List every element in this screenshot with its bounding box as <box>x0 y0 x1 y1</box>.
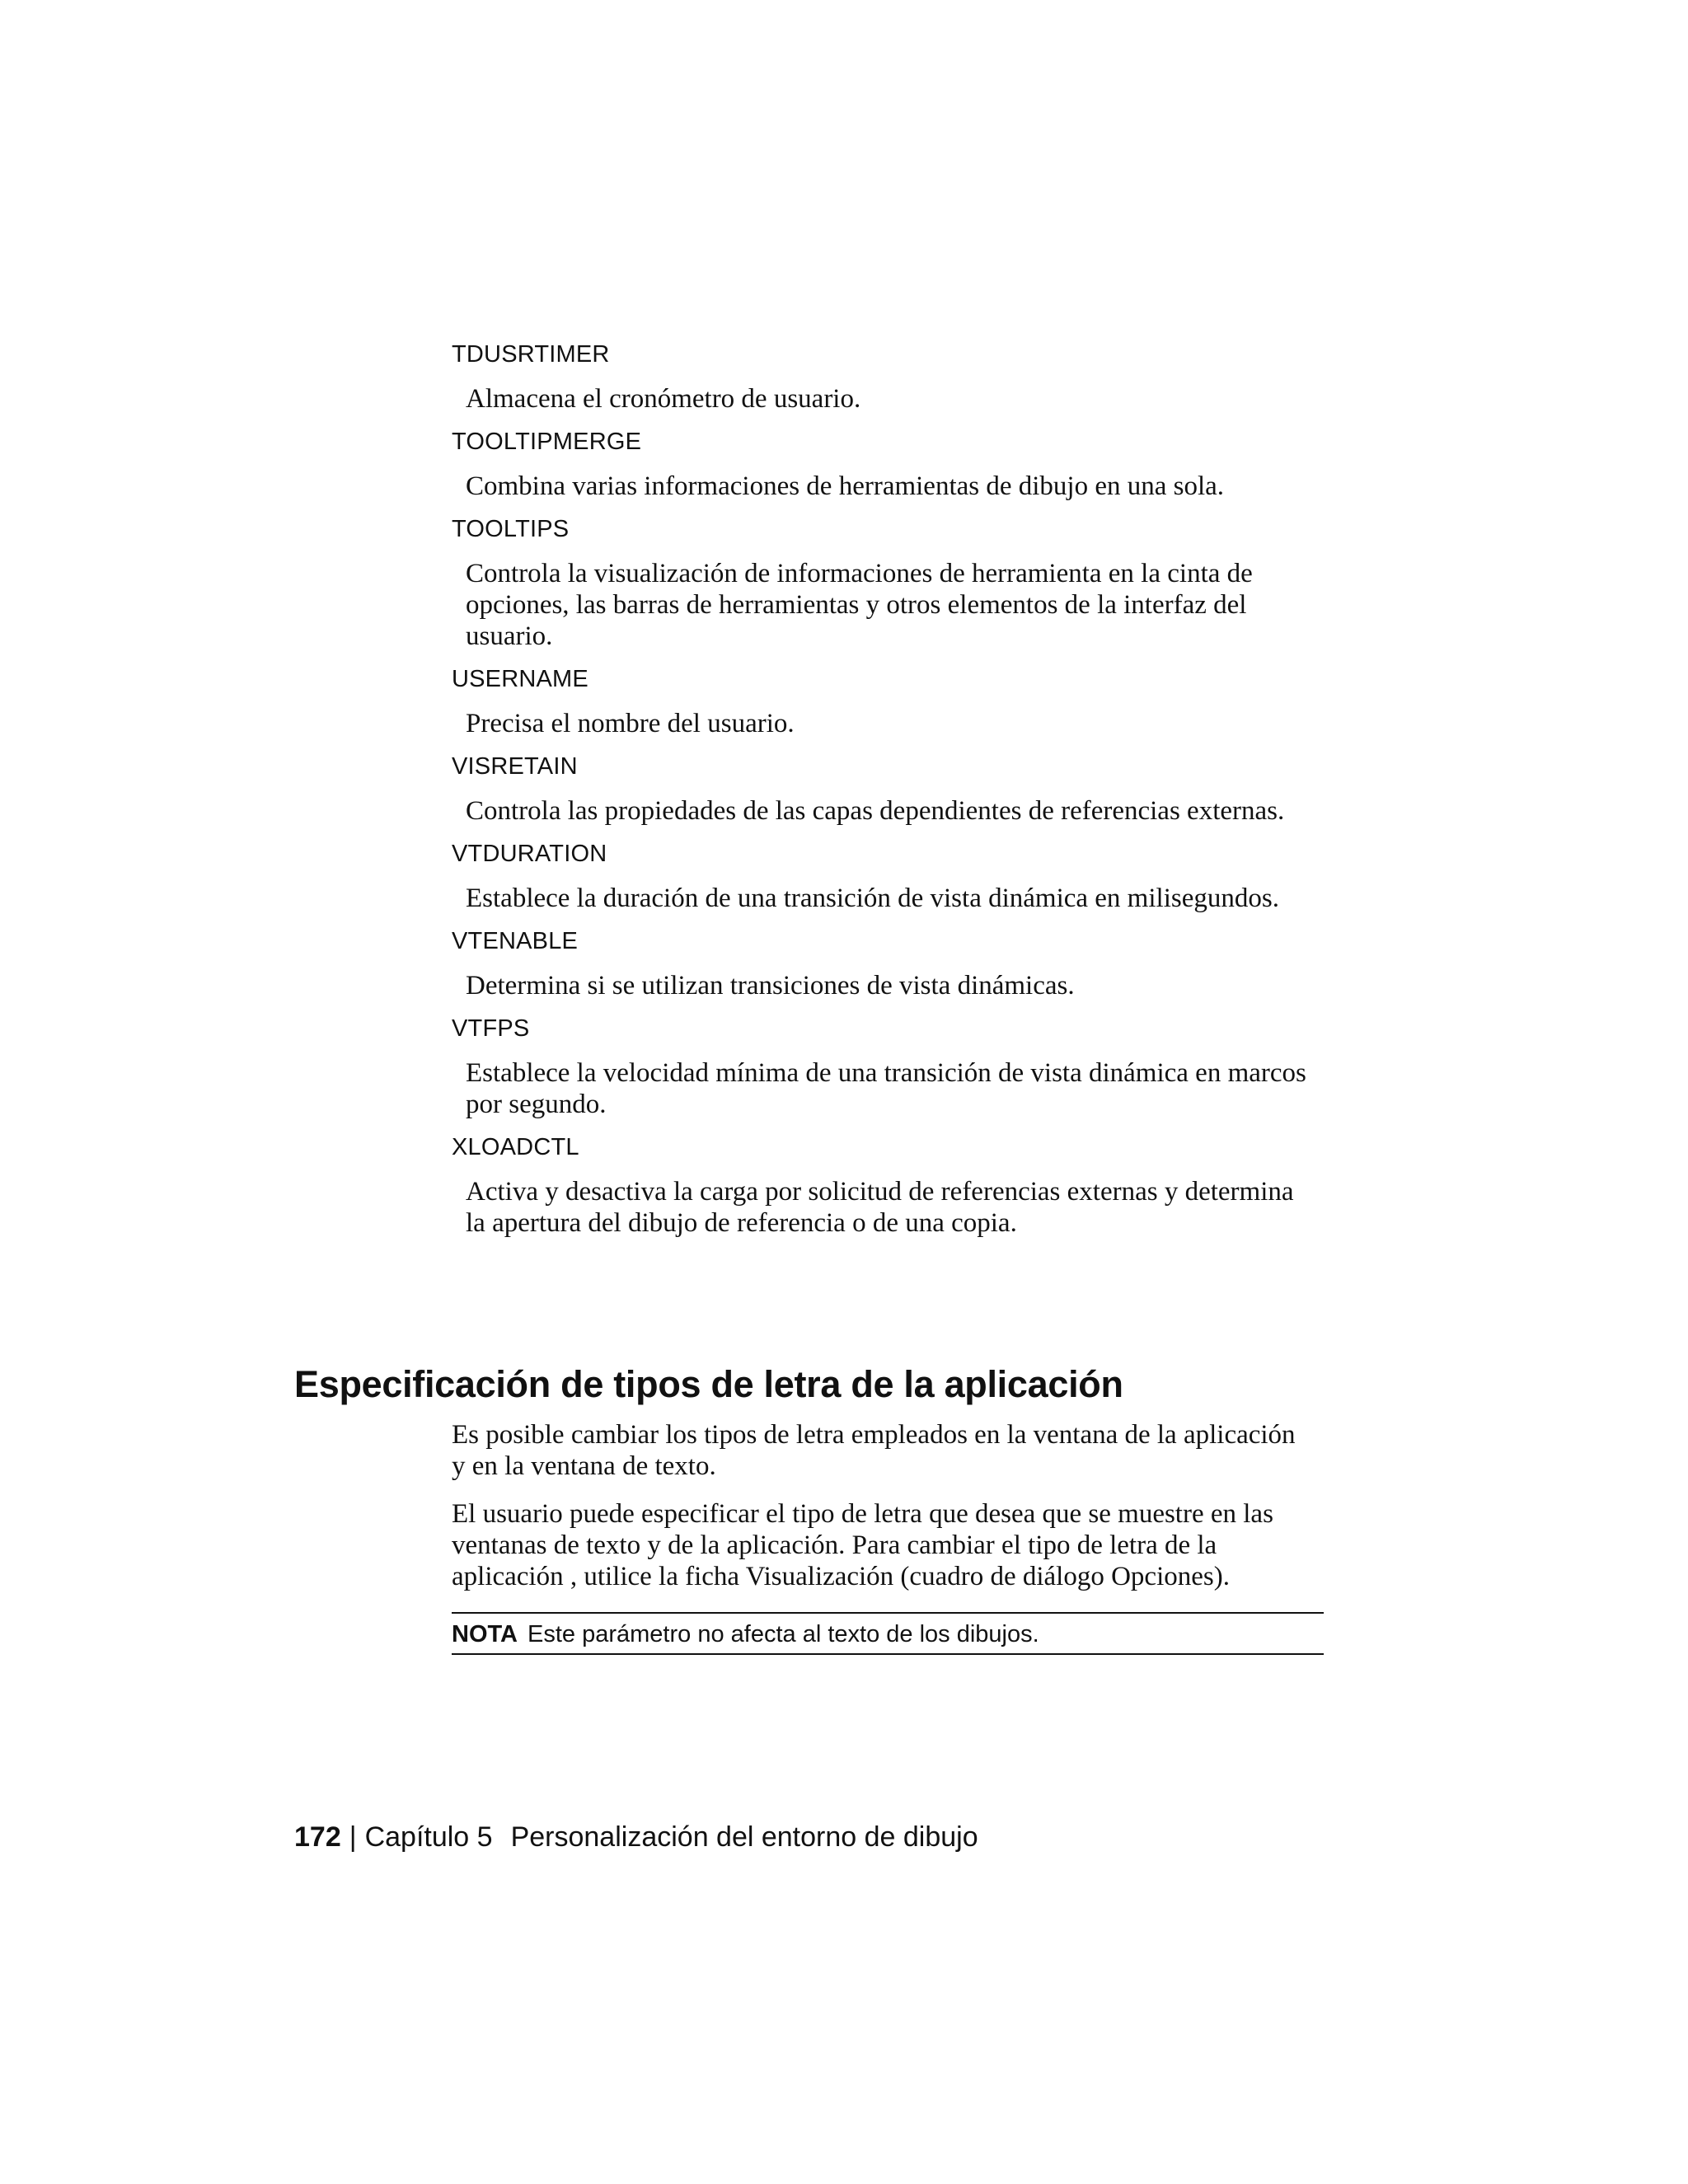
description-line: Almacena el cronómetro de usuario. <box>466 384 861 414</box>
description-line: Combina varias informaciones de herramientas de dibujo en una sola. <box>466 471 1225 501</box>
variable-name-visretain: VISRETAIN <box>452 753 578 780</box>
variable-name-vtduration: VTDURATION <box>452 841 607 867</box>
variable-name-xloadctl: XLOADCTL <box>452 1134 579 1160</box>
paragraph-line: aplicación , utilice la ficha Visualización (cuadro de diálogo Opciones). <box>452 1562 1230 1591</box>
paragraph-line: y en la ventana de texto. <box>452 1451 716 1481</box>
variable-description-vtenable <box>452 970 1325 1001</box>
description-line: Controla las propiedades de las capas dependientes de referencias externas. <box>466 796 1285 826</box>
chapter-label: Capítulo 5 <box>364 1821 493 1853</box>
variable-name-username: USERNAME <box>452 666 588 692</box>
description-line: opciones, las barras de herramientas y otros elementos de la interfaz del <box>466 590 1247 620</box>
description-line: Establece la duración de una transición de vista dinámica en milisegundos. <box>466 883 1279 913</box>
paragraph-line: El usuario puede especificar el tipo de letra que desea que se muestre en las <box>452 1499 1273 1529</box>
description-line: Activa y desactiva la carga por solicitud de referencias externas y determina <box>466 1177 1294 1207</box>
variable-description-vtduration <box>452 883 1325 914</box>
section-paragraph <box>452 1419 1334 1482</box>
variable-description-vtfps <box>452 1057 1325 1120</box>
variable-description-xloadctl <box>452 1176 1325 1239</box>
paragraph-line: ventanas de texto y de la aplicación. Para cambiar el tipo de letra de la <box>452 1530 1217 1560</box>
chapter-title: Personalización del entorno de dibujo <box>510 1821 978 1853</box>
variable-description-tdusrtimer <box>452 383 1325 415</box>
footer-separator: | <box>349 1821 357 1853</box>
description-line: Establece la velocidad mínima de una transición de vista dinámica en marcos <box>466 1058 1306 1088</box>
section-heading: Especificación de tipos de letra de la aplicación <box>294 1363 1123 1405</box>
page-number: 172 <box>294 1821 341 1853</box>
paragraph-line: Es posible cambiar los tipos de letra empleados en la ventana de la aplicación <box>452 1420 1296 1450</box>
variable-name-tdusrtimer: TDUSRTIMER <box>452 341 610 368</box>
variable-description-tooltipmerge <box>452 471 1325 502</box>
variable-name-vtenable: VTENABLE <box>452 928 579 954</box>
description-line: usuario. <box>466 621 553 651</box>
variable-description-username <box>452 708 1325 739</box>
note-label: NOTA <box>452 1621 518 1647</box>
description-line: la apertura del dibujo de referencia o de una copia. <box>466 1208 1017 1238</box>
variable-name-tooltipmerge: TOOLTIPMERGE <box>452 429 642 455</box>
variable-name-tooltips: TOOLTIPS <box>452 516 570 542</box>
description-line: Controla la visualización de informaciones de herramienta en la cinta de <box>466 559 1253 588</box>
variable-description-tooltips <box>452 558 1325 652</box>
section-paragraph <box>452 1498 1334 1592</box>
description-line: Precisa el nombre del usuario. <box>466 709 795 738</box>
variable-name-vtfps: VTFPS <box>452 1015 530 1042</box>
page-footer <box>294 1820 978 1854</box>
variable-description-visretain <box>452 795 1325 827</box>
note-box <box>452 1612 1324 1655</box>
system-variable-list <box>452 340 1325 1239</box>
description-line: por segundo. <box>466 1090 607 1119</box>
note-text: Este parámetro no afecta al texto de los dibujos. <box>528 1621 1039 1647</box>
description-line: Determina si se utilizan transiciones de vista dinámicas. <box>466 971 1075 1001</box>
